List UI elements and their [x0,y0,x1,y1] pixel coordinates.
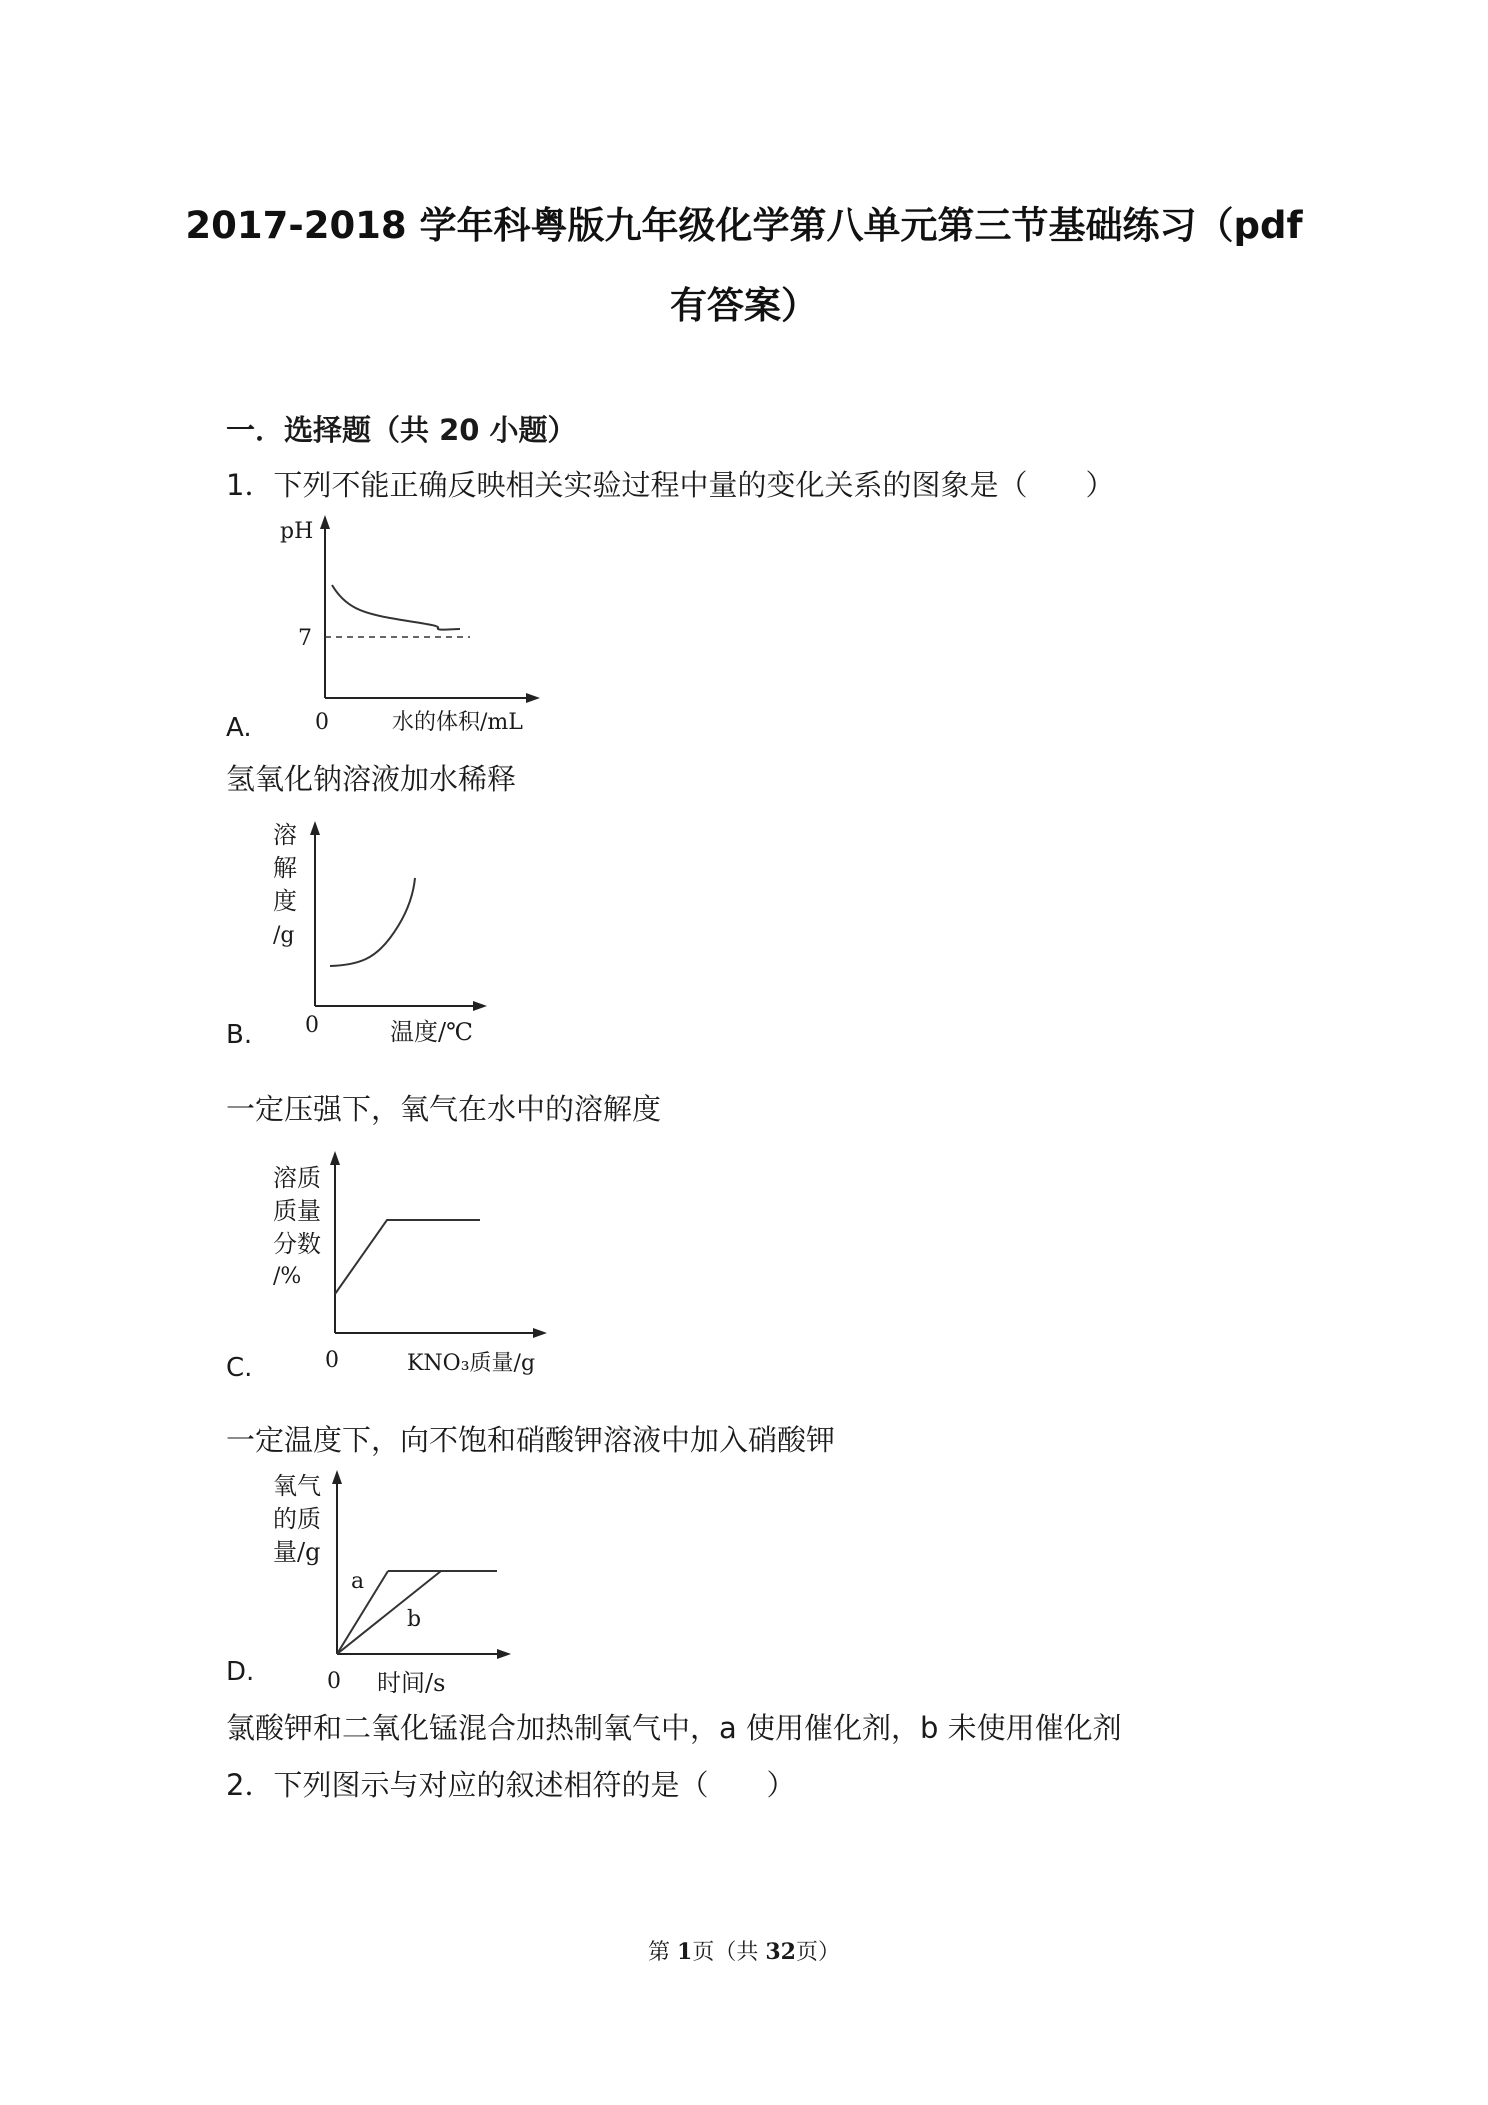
section-heading: 一．选择题（共 20 小题） [226,413,577,447]
page-footer [0,1935,1488,1966]
graph-c-x-label: KNO₃质量/g [407,1351,536,1376]
option-b-label: B. [226,1020,253,1050]
graph-b-y-arrow [310,821,320,835]
graph-d-y-label-1: 氧气 [273,1472,321,1500]
footer-prefix: 第 [648,1940,678,1965]
graph-b-solubility-vs-temperature [265,818,510,1048]
graph-a-y-label: pH [280,519,314,544]
graph-d-x-label: 时间/s [377,1669,446,1696]
graph-c-y-label-1: 溶质 [273,1164,321,1192]
graph-c-mass-fraction-vs-kno3 [265,1148,555,1378]
footer-middle: 页（共 [692,1940,766,1965]
graph-a-ph-vs-water-volume [270,515,560,740]
graph-d-y-label-3: 量/g [273,1538,321,1566]
graph-a-x-arrow [526,693,540,703]
graph-c-y-label-2: 质量 [273,1197,321,1225]
graph-b-x-label: 温度/℃ [390,1018,473,1046]
graph-b-x-arrow [473,1001,487,1011]
option-d-label: D. [226,1657,255,1687]
option-a-label: A. [226,713,252,743]
graph-d-curve-label-a: a [351,1569,365,1594]
graph-a-x-label: 水的体积/mL [392,710,523,735]
footer-total-pages: 32 [765,1939,796,1965]
graph-c-y-label-4: /% [273,1264,302,1289]
option-d-caption: 氯酸钾和二氧化锰混合加热制氧气中，a 使用催化剂，b 未使用催化剂 [226,1711,1122,1745]
graph-d-curve-label-b: b [407,1607,422,1632]
graph-a-ph-curve [332,585,460,630]
graph-d-y-arrow [332,1470,342,1484]
graph-d-oxygen-mass-vs-time [265,1464,525,1696]
graph-a-origin: 0 [315,710,329,735]
graph-c-y-label-3: 分数 [273,1230,321,1258]
graph-c-origin: 0 [325,1348,339,1373]
graph-c-y-arrow [330,1151,340,1165]
graph-b-y-label-4: /g [273,923,295,948]
option-c-label: C. [226,1353,253,1383]
footer-suffix: 页） [795,1940,840,1965]
footer-page-number: 1 [677,1939,693,1965]
graph-b-y-label-2: 解 [273,854,297,882]
graph-b-solubility-curve [330,878,415,966]
question-1-stem: 1．下列不能正确反映相关实验过程中量的变化关系的图象是（ ） [226,468,1115,502]
graph-c-x-arrow [533,1328,547,1338]
document-title-line-2: 有答案） [670,284,818,327]
option-a-caption: 氢氧化钠溶液加水稀释 [226,762,517,796]
graph-d-y-label-2: 的质 [273,1505,321,1533]
document-title-line-1: 2017-2018 学年科粤版九年级化学第八单元第三节基础练习（pdf [185,204,1303,247]
graph-b-origin: 0 [305,1013,319,1038]
graph-a-y-arrow [320,515,330,529]
graph-d-x-arrow [497,1649,511,1659]
question-2-stem: 2．下列图示与对应的叙述相符的是（ ） [226,1768,796,1802]
graph-b-y-label-3: 度 [273,887,297,915]
option-b-caption: 一定压强下，氧气在水中的溶解度 [226,1092,662,1126]
graph-a-tick-7: 7 [298,626,312,651]
graph-d-origin: 0 [327,1669,341,1694]
option-c-caption: 一定温度下，向不饱和硝酸钾溶液中加入硝酸钾 [226,1423,836,1457]
graph-b-y-label-1: 溶 [273,821,297,849]
graph-c-mass-fraction-line [335,1220,480,1294]
